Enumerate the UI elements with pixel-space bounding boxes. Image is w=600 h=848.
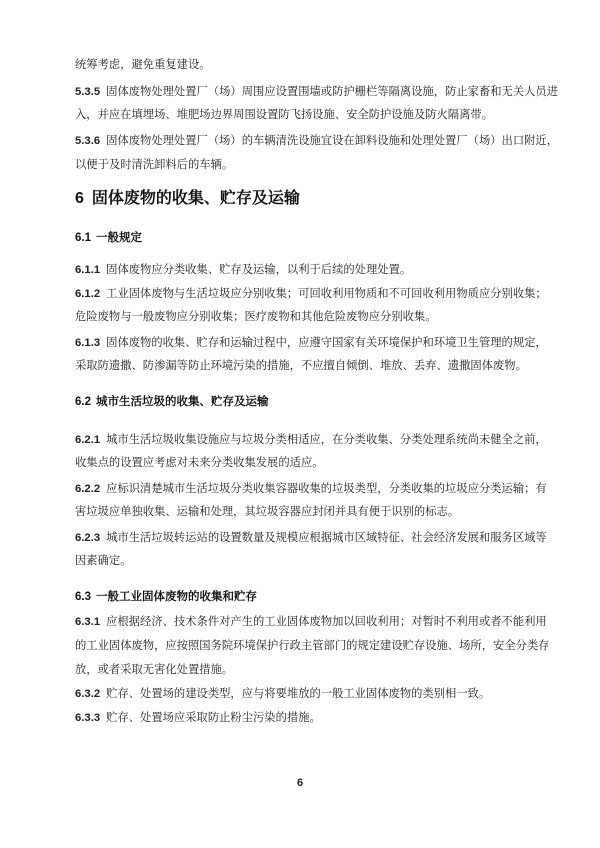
text-line [75, 336, 547, 350]
subsection-title: 一般工业固体废物的收集和贮存 [96, 589, 257, 603]
clause-text: 城市生活垃圾收集设施应与垃圾分类相适应，在分类收集、分类处理系统尚未健全之前， [106, 433, 547, 446]
subsection-title: 一般规定 [96, 230, 142, 244]
clause-number: 6.3.3 [75, 712, 101, 724]
clause-text: 应标识清楚城市生活垃圾分类收集容器收集的垃圾类型，分类收集的垃圾应分类运输；有 [106, 482, 547, 495]
subsection-number: 6.1 [75, 232, 91, 244]
subsection-title: 城市生活垃圾的收集、贮存及运输 [96, 394, 269, 408]
text-line: 采取防遗撒、防渗漏等防止环境污染的措施，不应擅自倾倒、堆放、丢弃、遗撒固体废物。 [75, 359, 527, 372]
text-line: 统筹考虑，避免重复建设。 [75, 58, 211, 71]
page-number: 6 [296, 777, 304, 789]
text-line: 的工业固体废物，应按照国务院环境保护行政主管部门的规定建设贮存设施、场所，安全分类存 [75, 639, 550, 652]
clause-text: 应根据经济、技术条件对产生的工业固体废物加以回收利用；对暂时不利用或者不能利用 [106, 615, 547, 628]
clause-number: 6.1.1 [75, 264, 101, 276]
clause-text: 贮存、处置场应采取防止粉尘污染的措施。 [106, 711, 321, 724]
text-line: 以便于及时清洗卸料后的车辆。 [75, 158, 234, 171]
text-line [75, 287, 547, 301]
text-line: 收集点的设置应考虑对未来分类收集发展的适应。 [75, 456, 324, 469]
clause-text: 贮存、处置场的建设类型，应与将要堆放的一般工业固体废物的类别相一致。 [106, 687, 491, 700]
subsection-heading-6-1 [75, 230, 142, 245]
subsection-number: 6.2 [75, 396, 91, 408]
section-title: 固体废物的收集、贮存及运输 [91, 188, 300, 207]
text-line: 危险废物与一般废物应分别收集；医疗废物和其他危险废物应分别收集。 [75, 310, 437, 323]
text-line: 害垃圾应单独收集、运输和处理，其垃圾容器应封闭并具有便于识别的标志。 [75, 505, 460, 518]
text-line [75, 711, 527, 725]
subsection-heading-6-2 [75, 394, 269, 409]
clause-number: 6.2.1 [75, 434, 101, 446]
clause-text: 固体废物的收集、贮存和运输过程中，应遵守国家有关环境保护和环境卫生管理的规定， [106, 336, 547, 349]
text-line [75, 134, 559, 148]
section-number: 6 [75, 190, 84, 207]
subsection-number: 6.3 [75, 591, 91, 603]
clause-text: 固体废物应分类收集、贮存及运输，以利于后续的处理处置。 [106, 263, 412, 276]
clause-number: 6.2.2 [75, 483, 101, 495]
text-line [75, 433, 547, 447]
clause-text: 固体废物处理处置厂（场）周围应设置围墙或防护栅栏等隔离设施，防止家畜和无关人员进 [106, 85, 559, 98]
clause-number: 6.2.3 [75, 532, 101, 544]
text-line [75, 615, 547, 629]
clause-number: 6.1.3 [75, 337, 101, 349]
clause-number: 6.3.2 [75, 688, 101, 700]
text-line [75, 85, 559, 99]
text-line [75, 482, 547, 496]
text-line [75, 531, 547, 545]
section-heading-6 [75, 188, 300, 209]
text-line: 因素确定。 [75, 554, 132, 567]
clause-text: 城市生活垃圾转运站的设置数量及规模应根据城市区域特征、社会经济发展和服务区域等 [106, 531, 547, 544]
text-line [75, 687, 527, 701]
clause-number: 5.3.6 [75, 135, 101, 147]
text-line: 放，或者采取无害化处置措施。 [75, 663, 234, 676]
clause-text: 固体废物处理处置厂（场）的车辆清洗设施宜设在卸料设施和处理处置厂（场）出口附近， [106, 134, 559, 147]
clause-number: 6.3.1 [75, 616, 101, 628]
subsection-heading-6-3 [75, 589, 257, 604]
clause-text: 工业固体废物与生活垃圾应分别收集；可回收利用物质和不可回收利用物质应分别收集； [106, 287, 547, 300]
text-line [75, 263, 527, 277]
clause-number: 5.3.5 [75, 86, 101, 98]
clause-number: 6.1.2 [75, 288, 101, 300]
text-line: 入，并应在填埋场、堆肥场边界周围设置防飞扬设施、安全防护设施及防火隔离带。 [75, 108, 493, 121]
